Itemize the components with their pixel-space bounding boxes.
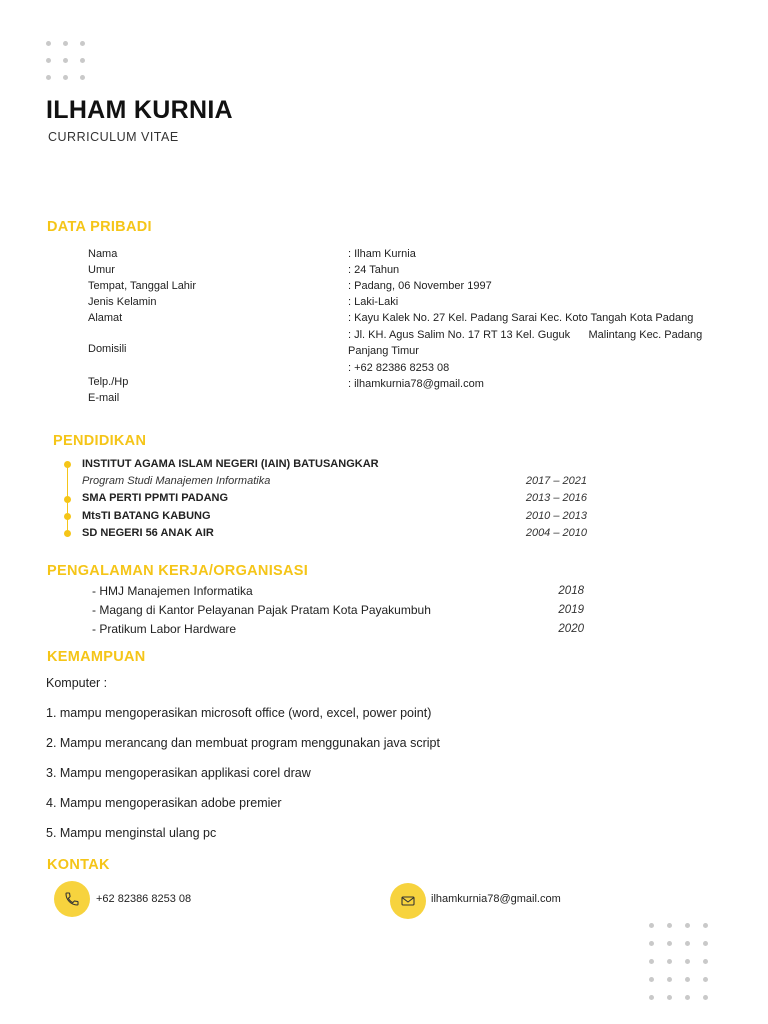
education-years: 2013 – 2016 — [525, 492, 587, 504]
dot — [80, 75, 85, 80]
personal-value: : ilhamkurnia78@gmail.com — [348, 378, 484, 390]
timeline-dot — [64, 461, 71, 468]
personal-value: : Jl. KH. Agus Salim No. 17 RT 13 Kel. Guguk Malintang Kec. Padang — [348, 329, 703, 341]
dot — [703, 941, 708, 946]
experience-item: - Magang di Kantor Pelayanan Pajak Pratam Kota Payakumbuh — [92, 603, 431, 617]
education-program: Program Studi Manajemen Informatika — [82, 475, 271, 487]
education-school: SD NEGERI 56 ANAK AIR — [82, 527, 214, 539]
resume-subtitle: CURRICULUM VITAE — [48, 130, 179, 144]
dot — [685, 959, 690, 964]
personal-label: Telp./Hp — [88, 376, 129, 388]
personal-value: : Ilham Kurnia — [348, 248, 416, 260]
skills-heading: Komputer : — [46, 676, 108, 690]
section-title-education: PENDIDIKAN — [53, 433, 147, 449]
experience-year: 2019 — [558, 604, 584, 616]
education-school: SMA PERTI PPMTI PADANG — [82, 492, 229, 504]
experience-year: 2018 — [558, 585, 584, 597]
education-years: 2010 – 2013 — [525, 510, 587, 522]
section-title-experience: PENGALAMAN KERJA/ORGANISASI — [47, 563, 309, 579]
section-title-contact: KONTAK — [47, 857, 110, 873]
dot — [703, 995, 708, 1000]
phone-icon-glyph — [64, 891, 80, 907]
dot — [685, 923, 690, 928]
resume-name: ILHAM KURNIA — [46, 96, 233, 124]
decorative-dots-bottom — [649, 923, 708, 1000]
contact-email: ilhamkurnia78@gmail.com — [431, 893, 561, 905]
dot — [649, 941, 654, 946]
personal-label: Tempat, Tanggal Lahir — [88, 280, 197, 292]
skill-item: 2. Mampu merancang dan membuat program menggunakan java script — [46, 736, 440, 750]
personal-value: Panjang Timur — [348, 345, 419, 357]
dot — [63, 75, 68, 80]
dot — [685, 995, 690, 1000]
skill-item: 4. Mampu mengoperasikan adobe premier — [46, 796, 282, 810]
personal-label: Domisili — [88, 343, 127, 355]
contact-phone: +62 82386 8253 08 — [96, 893, 192, 905]
dot — [649, 995, 654, 1000]
decorative-dots-top — [46, 41, 85, 80]
dot — [46, 41, 51, 46]
dot — [649, 959, 654, 964]
skill-item: 1. mampu mengoperasikan microsoft office (word, excel, power point) — [46, 706, 432, 720]
dot — [46, 58, 51, 63]
education-school: MtsTI BATANG KABUNG — [82, 510, 211, 522]
education-school: INSTITUT AGAMA ISLAM NEGERI (IAIN) BATUSANGKAR — [82, 458, 379, 470]
timeline-dot — [64, 530, 71, 537]
section-title-skills: KEMAMPUAN — [47, 649, 146, 665]
timeline-dot — [64, 513, 71, 520]
timeline-dot — [64, 496, 71, 503]
dot — [667, 923, 672, 928]
personal-value: : Laki-Laki — [348, 296, 399, 308]
personal-value: : Kayu Kalek No. 27 Kel. Padang Sarai Kec. Koto Tangah Kota Padang — [348, 312, 694, 324]
experience-year: 2020 — [558, 623, 584, 635]
dot — [80, 58, 85, 63]
dot — [703, 959, 708, 964]
experience-item: - Pratikum Labor Hardware — [92, 622, 237, 636]
dot — [63, 58, 68, 63]
skill-item: 3. Mampu mengoperasikan applikasi corel draw — [46, 766, 311, 780]
dot — [685, 941, 690, 946]
dot — [667, 941, 672, 946]
dot — [667, 977, 672, 982]
phone-icon — [54, 881, 90, 917]
personal-value: : Padang, 06 November 1997 — [348, 280, 492, 292]
dot — [703, 923, 708, 928]
dot — [685, 977, 690, 982]
dot — [46, 75, 51, 80]
skill-item: 5. Mampu menginstal ulang pc — [46, 826, 217, 840]
mail-icon-glyph — [400, 893, 416, 909]
mail-icon — [390, 883, 426, 919]
dot — [667, 959, 672, 964]
section-title-personal: DATA PRIBADI — [47, 219, 152, 235]
dot — [649, 977, 654, 982]
dot — [667, 995, 672, 1000]
personal-value: : +62 82386 8253 08 — [348, 362, 450, 374]
personal-label: Alamat — [88, 312, 123, 324]
dot — [63, 41, 68, 46]
personal-label: Nama — [88, 248, 118, 260]
education-years: 2004 – 2010 — [525, 527, 587, 539]
personal-label: Umur — [88, 264, 115, 276]
education-years: 2017 – 2021 — [525, 475, 587, 487]
personal-value: : 24 Tahun — [348, 264, 400, 276]
dot — [649, 923, 654, 928]
dot — [80, 41, 85, 46]
personal-label: E-mail — [88, 392, 120, 404]
dot — [703, 977, 708, 982]
experience-item: - HMJ Manajemen Informatika — [92, 584, 253, 598]
personal-label: Jenis Kelamin — [88, 296, 157, 308]
